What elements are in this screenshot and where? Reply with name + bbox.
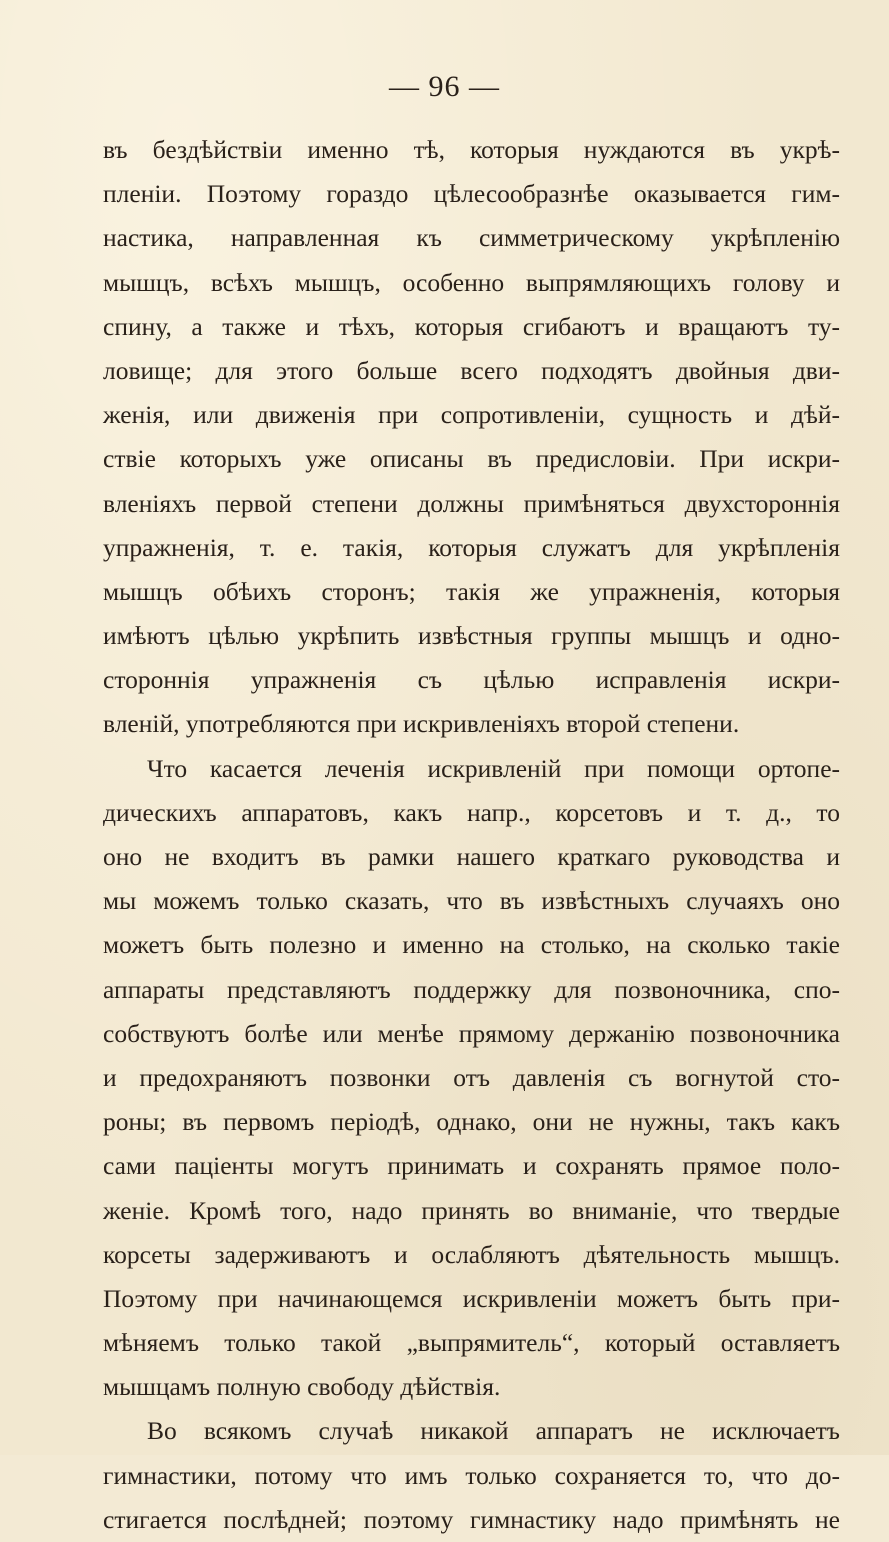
text-line: аппараты представляютъ поддержку для позвоночника, спо- [103,974,840,1004]
text-line: упражненія, т. е. такія, которыя служатъ для укрѣпленія [103,532,840,562]
text-line: стигается послѣдней; поэтому гимнастику надо примѣнять не [103,1504,840,1534]
text-line: женіе. Кромѣ того, надо принять во вниманіе, что твердые [103,1195,840,1225]
paragraph [103,1409,840,1542]
text-line: стороннія упражненія съ цѣлью исправленія искри- [103,665,840,695]
text-line: гимнастики, потому что имъ только сохраняется то, что до- [103,1460,840,1490]
text-line: собствуютъ болѣе или менѣе прямому держанію позвоночника [103,1018,840,1048]
text-line: корсеты задерживаютъ и ослабляютъ дѣятельность мышцъ. [103,1239,840,1269]
text-line: сами паціенты могутъ принимать и сохранять прямое поло- [103,1151,840,1181]
text-line: ствіе которыхъ уже описаны въ предисловіи. При искри- [103,444,840,474]
text-line: мѣняемъ только такой „выпрямитель“, который оставляетъ [103,1328,840,1358]
text-line: женія, или движенія при сопротивленіи, сущность и дѣй- [103,400,840,430]
paragraph [103,747,840,1410]
text-line: роны; въ первомъ періодѣ, однако, они не нужны, такъ какъ [103,1107,840,1137]
text-line: мышцамъ полную свободу дѣйствія. [103,1372,501,1402]
text-line: въ бездѣйствіи именно тѣ, которыя нуждаются въ укрѣ- [103,135,840,164]
page-number: — 96 — [389,70,500,103]
text-line: имѣютъ цѣлью укрѣпить извѣстныя группы мышцъ и одно- [103,621,840,651]
text-line: вленіяхъ первой степени должны примѣняться двухстороннія [103,488,840,518]
text-line: мы можемъ только сказать, что въ извѣстныхъ случаяхъ оно [103,886,840,916]
text-line: Во всякомъ случаѣ никакой аппаратъ не исключаетъ [147,1416,840,1446]
text-line: и предохраняютъ позвонки отъ давленія съ вогнутой сто- [103,1062,840,1092]
text-line: можетъ быть полезно и именно на столько, на сколько такіе [103,930,840,960]
text-line: ловище; для этого больше всего подходятъ двойныя дви- [103,355,840,385]
text-line: Что касается леченія искривленій при помощи ортопе- [147,753,840,783]
text-line: спину, а также и тѣхъ, которыя сгибаютъ и вращаютъ ту- [103,311,840,341]
text-line: Поэтому при начинающемся искривленіи можетъ быть при- [103,1283,840,1313]
text-line: мышцъ, всѣхъ мышцъ, особенно выпрямляющихъ голову и [103,267,840,297]
text-line: вленій, употребляются при искривленіяхъ второй степени. [103,709,740,739]
text-line: дическихъ аппаратовъ, какъ напр., корсетовъ и т. д., то [103,797,840,827]
body-text [103,128,840,1542]
text-line: пленіи. Поэтому гораздо цѣлесообразнѣе оказывается гим- [103,179,840,209]
text-line: мышцъ обѣихъ сторонъ; такія же упражненія, которыя [103,576,840,606]
paragraph [103,128,840,747]
text-line: настика, направленная къ симметрическому укрѣпленію [103,223,840,253]
text-line: оно не входитъ въ рамки нашего краткаго руководства и [103,842,840,871]
